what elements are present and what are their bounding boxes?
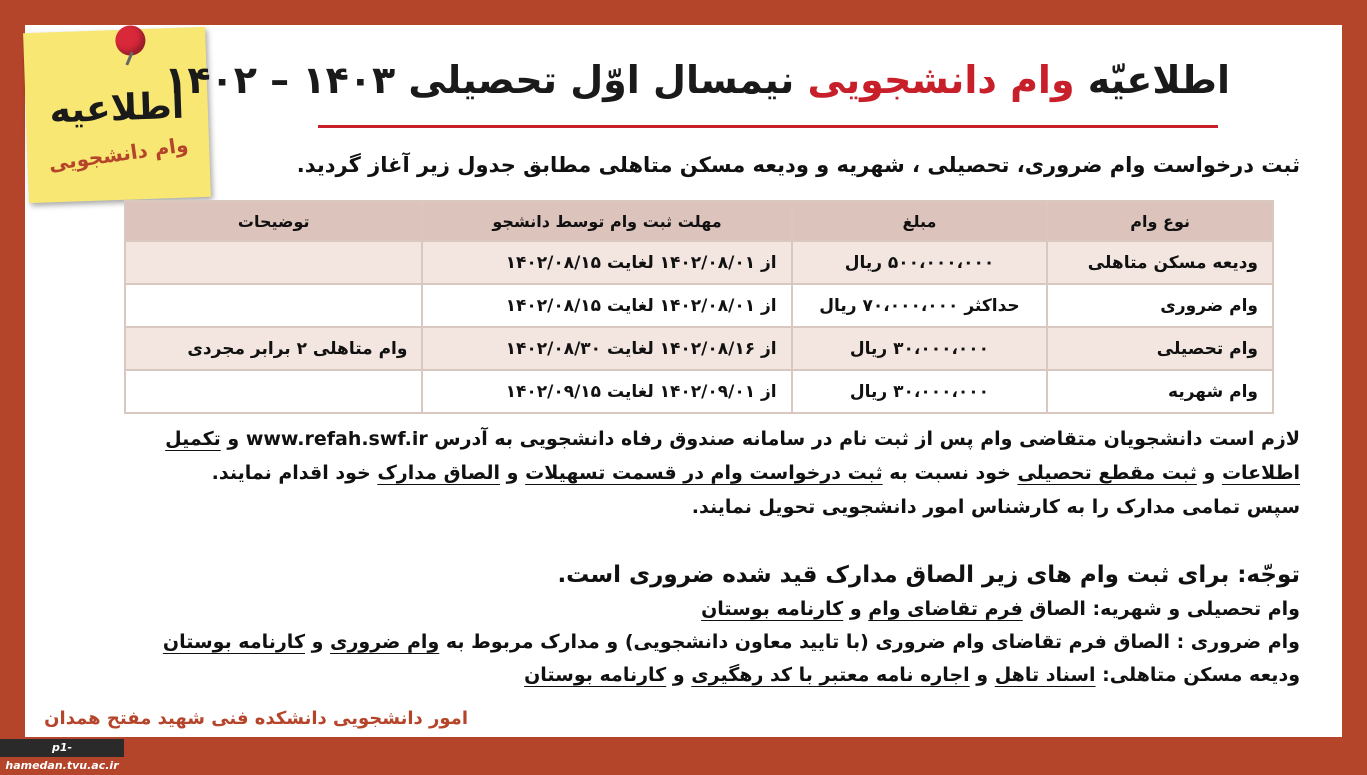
sticky-title: اطلاعیه — [48, 85, 185, 132]
footer-department: امور دانشجویی دانشکده فنی شهید مفتح همدان — [44, 708, 468, 729]
note-line-1 — [100, 598, 1300, 620]
table-row — [125, 241, 1273, 284]
body-line-3: سپس تمامی مدارک را به کارشناس امور دانشجویی تحویل نمایند. — [691, 496, 1300, 518]
cell-notes: وام متاهلی ۲ برابر مجردی — [125, 327, 422, 370]
note-underlined: فرم تقاضای وام — [868, 598, 1023, 620]
title-part1: اطلاعیّه — [1074, 58, 1230, 102]
note-text: وام تحصیلی و شهریه: الصاق — [1022, 598, 1300, 620]
cell-loan-type: وام شهریه — [1047, 370, 1273, 413]
note-underlined: اسناد تاهل — [994, 664, 1096, 686]
cell-notes — [125, 284, 422, 327]
cell-loan-type: ودیعه مسکن متاهلی — [1047, 241, 1273, 284]
body-text: خود نسبت به — [882, 462, 1018, 484]
body-underlined: اطلاعات — [1221, 462, 1300, 484]
title-highlight: وام دانشجویی — [807, 58, 1075, 102]
table-row — [125, 327, 1273, 370]
body-underlined: ثبت درخواست وام در قسمت تسهیلات — [525, 462, 883, 484]
body-text: و — [1196, 462, 1222, 484]
note-text: و — [969, 664, 995, 686]
site-watermark: p1-hamedan.tvu.ac.ir — [0, 739, 124, 757]
body-text: لازم است دانشجویان متقاضی وام پس از ثبت نام در سامانه صندوق رفاه دانشجویی به آدرس — [427, 428, 1300, 450]
cell-amount: حداکثر ۷۰،۰۰۰،۰۰۰ ریال — [792, 284, 1048, 327]
title-part2: نیمسال اوّل تحصیلی ۱۴۰۳ – ۱۴۰۲ — [164, 58, 808, 102]
cell-amount: ۳۰،۰۰۰،۰۰۰ ریال — [792, 327, 1048, 370]
header-loan-type: نوع وام — [1047, 201, 1273, 241]
cell-loan-type: وام تحصیلی — [1047, 327, 1273, 370]
body-underlined: ثبت مقطع تحصیلی — [1017, 462, 1197, 484]
table-row — [125, 284, 1273, 327]
note-underlined: کارنامه بوستان — [701, 598, 844, 620]
cell-deadline: از ۱۴۰۲/۰۹/۰۱ لغایت ۱۴۰۲/۰۹/۱۵ — [422, 370, 791, 413]
cell-deadline: از ۱۴۰۲/۰۸/۰۱ لغایت ۱۴۰۲/۰۸/۱۵ — [422, 241, 791, 284]
refah-url-link[interactable]: www.refah.swf.ir — [245, 428, 428, 450]
notes-heading: توجّه: برای ثبت وام های زیر الصاق مدارک قید شده ضروری است. — [557, 562, 1300, 588]
note-text: ودیعه مسکن متاهلی: — [1095, 664, 1300, 686]
table-row — [125, 370, 1273, 413]
cell-deadline: از ۱۴۰۲/۰۸/۰۱ لغایت ۱۴۰۲/۰۸/۱۵ — [422, 284, 791, 327]
page-title — [164, 58, 1230, 118]
header-notes: توضیحات — [125, 201, 422, 241]
table-header-row — [125, 201, 1273, 241]
body-text: خود اقدام نمایند. — [211, 462, 378, 484]
note-text: و — [843, 598, 869, 620]
note-underlined: کارنامه بوستان — [162, 631, 305, 653]
body-line-2 — [100, 462, 1300, 484]
note-underlined: وام ضروری — [330, 631, 440, 653]
note-text: وام ضروری : الصاق فرم تقاضای وام ضروری (با تایید معاون دانشجویی) و مدارک مربوط به — [439, 631, 1300, 653]
cell-notes — [125, 370, 422, 413]
cell-loan-type: وام ضروری — [1047, 284, 1273, 327]
body-line-1 — [100, 428, 1300, 450]
pushpin-icon — [115, 25, 146, 56]
header-deadline: مهلت ثبت وام توسط دانشجو — [422, 201, 791, 241]
note-line-3 — [100, 664, 1300, 686]
loans-table — [124, 200, 1274, 414]
body-underlined: تکمیل — [165, 428, 221, 450]
intro-text: ثبت درخواست وام ضروری، تحصیلی ، شهریه و ودیعه مسکن متاهلی مطابق جدول زیر آغاز گردید. — [296, 153, 1300, 177]
cell-amount: ۳۰،۰۰۰،۰۰۰ ریال — [792, 370, 1048, 413]
header-amount: مبلغ — [792, 201, 1048, 241]
body-text: و — [220, 428, 246, 450]
cell-notes — [125, 241, 422, 284]
body-underlined: الصاق مدارک — [377, 462, 501, 484]
note-underlined: اجاره نامه معتبر با کد رهگیری — [691, 664, 970, 686]
note-text: و — [305, 631, 331, 653]
note-line-2 — [100, 631, 1300, 653]
cell-amount: ۵۰۰،۰۰۰،۰۰۰ ریال — [792, 241, 1048, 284]
cell-deadline: از ۱۴۰۲/۰۸/۱۶ لغایت ۱۴۰۲/۰۸/۳۰ — [422, 327, 791, 370]
title-divider — [318, 125, 1218, 128]
body-text: و — [500, 462, 526, 484]
note-text: و — [666, 664, 692, 686]
note-underlined: کارنامه بوستان — [524, 664, 667, 686]
sticky-subtitle: وام دانشجویی — [47, 132, 190, 176]
